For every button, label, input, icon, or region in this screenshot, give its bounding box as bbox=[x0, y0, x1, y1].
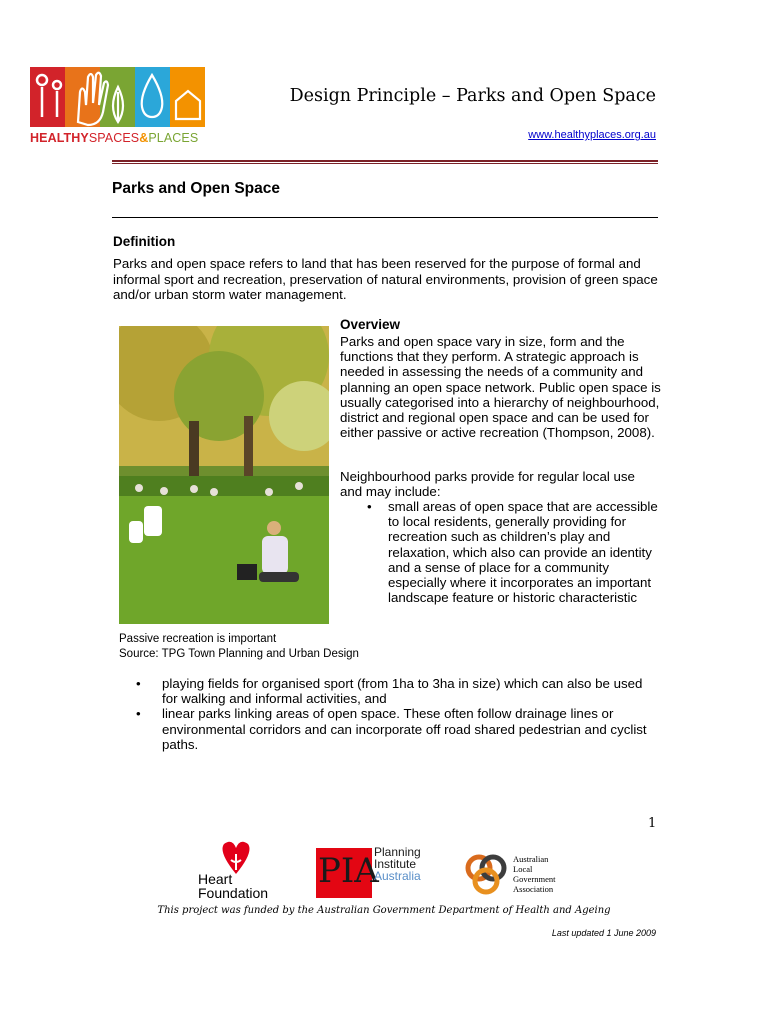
section-divider bbox=[112, 217, 658, 218]
neighbourhood-intro: Neighbourhood parks provide for regular local use and may include: bbox=[340, 469, 635, 500]
pia-line2: Institute bbox=[374, 857, 417, 871]
park-types-list bbox=[136, 676, 656, 752]
algoa-logo bbox=[463, 852, 573, 900]
section-title: Parks and Open Space bbox=[112, 180, 280, 197]
photo-caption: Passive recreation is important Source: TPG Town Planning and Urban Design bbox=[119, 633, 359, 661]
pia-line1: Planning bbox=[374, 845, 421, 859]
website-link[interactable]: www.healthyplaces.org.au bbox=[528, 129, 656, 141]
heart-foundation-line2: Foundation bbox=[198, 885, 269, 900]
last-updated: Last updated 1 June 2009 bbox=[551, 928, 656, 938]
algoa-line1: Australian bbox=[513, 854, 549, 864]
algoa-line4: Association bbox=[513, 884, 554, 894]
knot-icon bbox=[468, 857, 504, 892]
neighbourhood-list bbox=[340, 499, 660, 605]
header-divider bbox=[112, 160, 658, 164]
definition-text: Parks and open space refers to land that has been reserved for the purpose of formal and informal sport and recreation, preservation of natural environments, provision of green space and/or urban storm water management. bbox=[113, 256, 658, 303]
list-item: • playing fields for organised sport (from 1ha to 3ha in size) which can also be used for walking and informal activities, and bbox=[136, 676, 643, 707]
page-number: 1 bbox=[648, 816, 657, 831]
pia-line3: Australia bbox=[374, 869, 421, 883]
funding-statement: This project was funded by the Australian Government Department of Health and Ageing bbox=[157, 905, 611, 916]
pia-abbr: PIA bbox=[318, 851, 379, 891]
heart-foundation-line1: Heart bbox=[198, 871, 233, 887]
algoa-line3: Government bbox=[513, 874, 556, 884]
park-photo bbox=[119, 326, 329, 624]
document-title: Design Principle – Parks and Open Space bbox=[289, 86, 656, 106]
list-item: • small areas of open space that are accessible to local residents, generally providing for recreation such as children’s play and relaxation, which also can provide an identity and a sense of place for a community especially where it incorporates an important landscape feature or historic characteristic bbox=[367, 499, 658, 606]
heart-foundation-logo bbox=[196, 840, 276, 900]
definition-heading: Definition bbox=[113, 234, 176, 249]
logo-wordmark: HEALTHYSPACES&PLACES bbox=[30, 131, 199, 145]
list-item: • linear parks linking areas of open space. These often follow drainage lines or environmental corridors and can incorporate off road shared pedestrian and cyclist paths. bbox=[136, 706, 647, 752]
overview-text: Parks and open space vary in size, form and the functions that they perform. A strategic approach is needed in assessing the needs of a community and planning an open space network. Public open space is usually categorised into a hierarchy of neighbourhood, district and regional open space and can be used for either passive or active recreation (Thompson, 2008). bbox=[340, 334, 661, 441]
algoa-line2: Local bbox=[513, 864, 533, 874]
overview-heading: Overview bbox=[340, 317, 401, 332]
pia-logo bbox=[316, 842, 436, 900]
